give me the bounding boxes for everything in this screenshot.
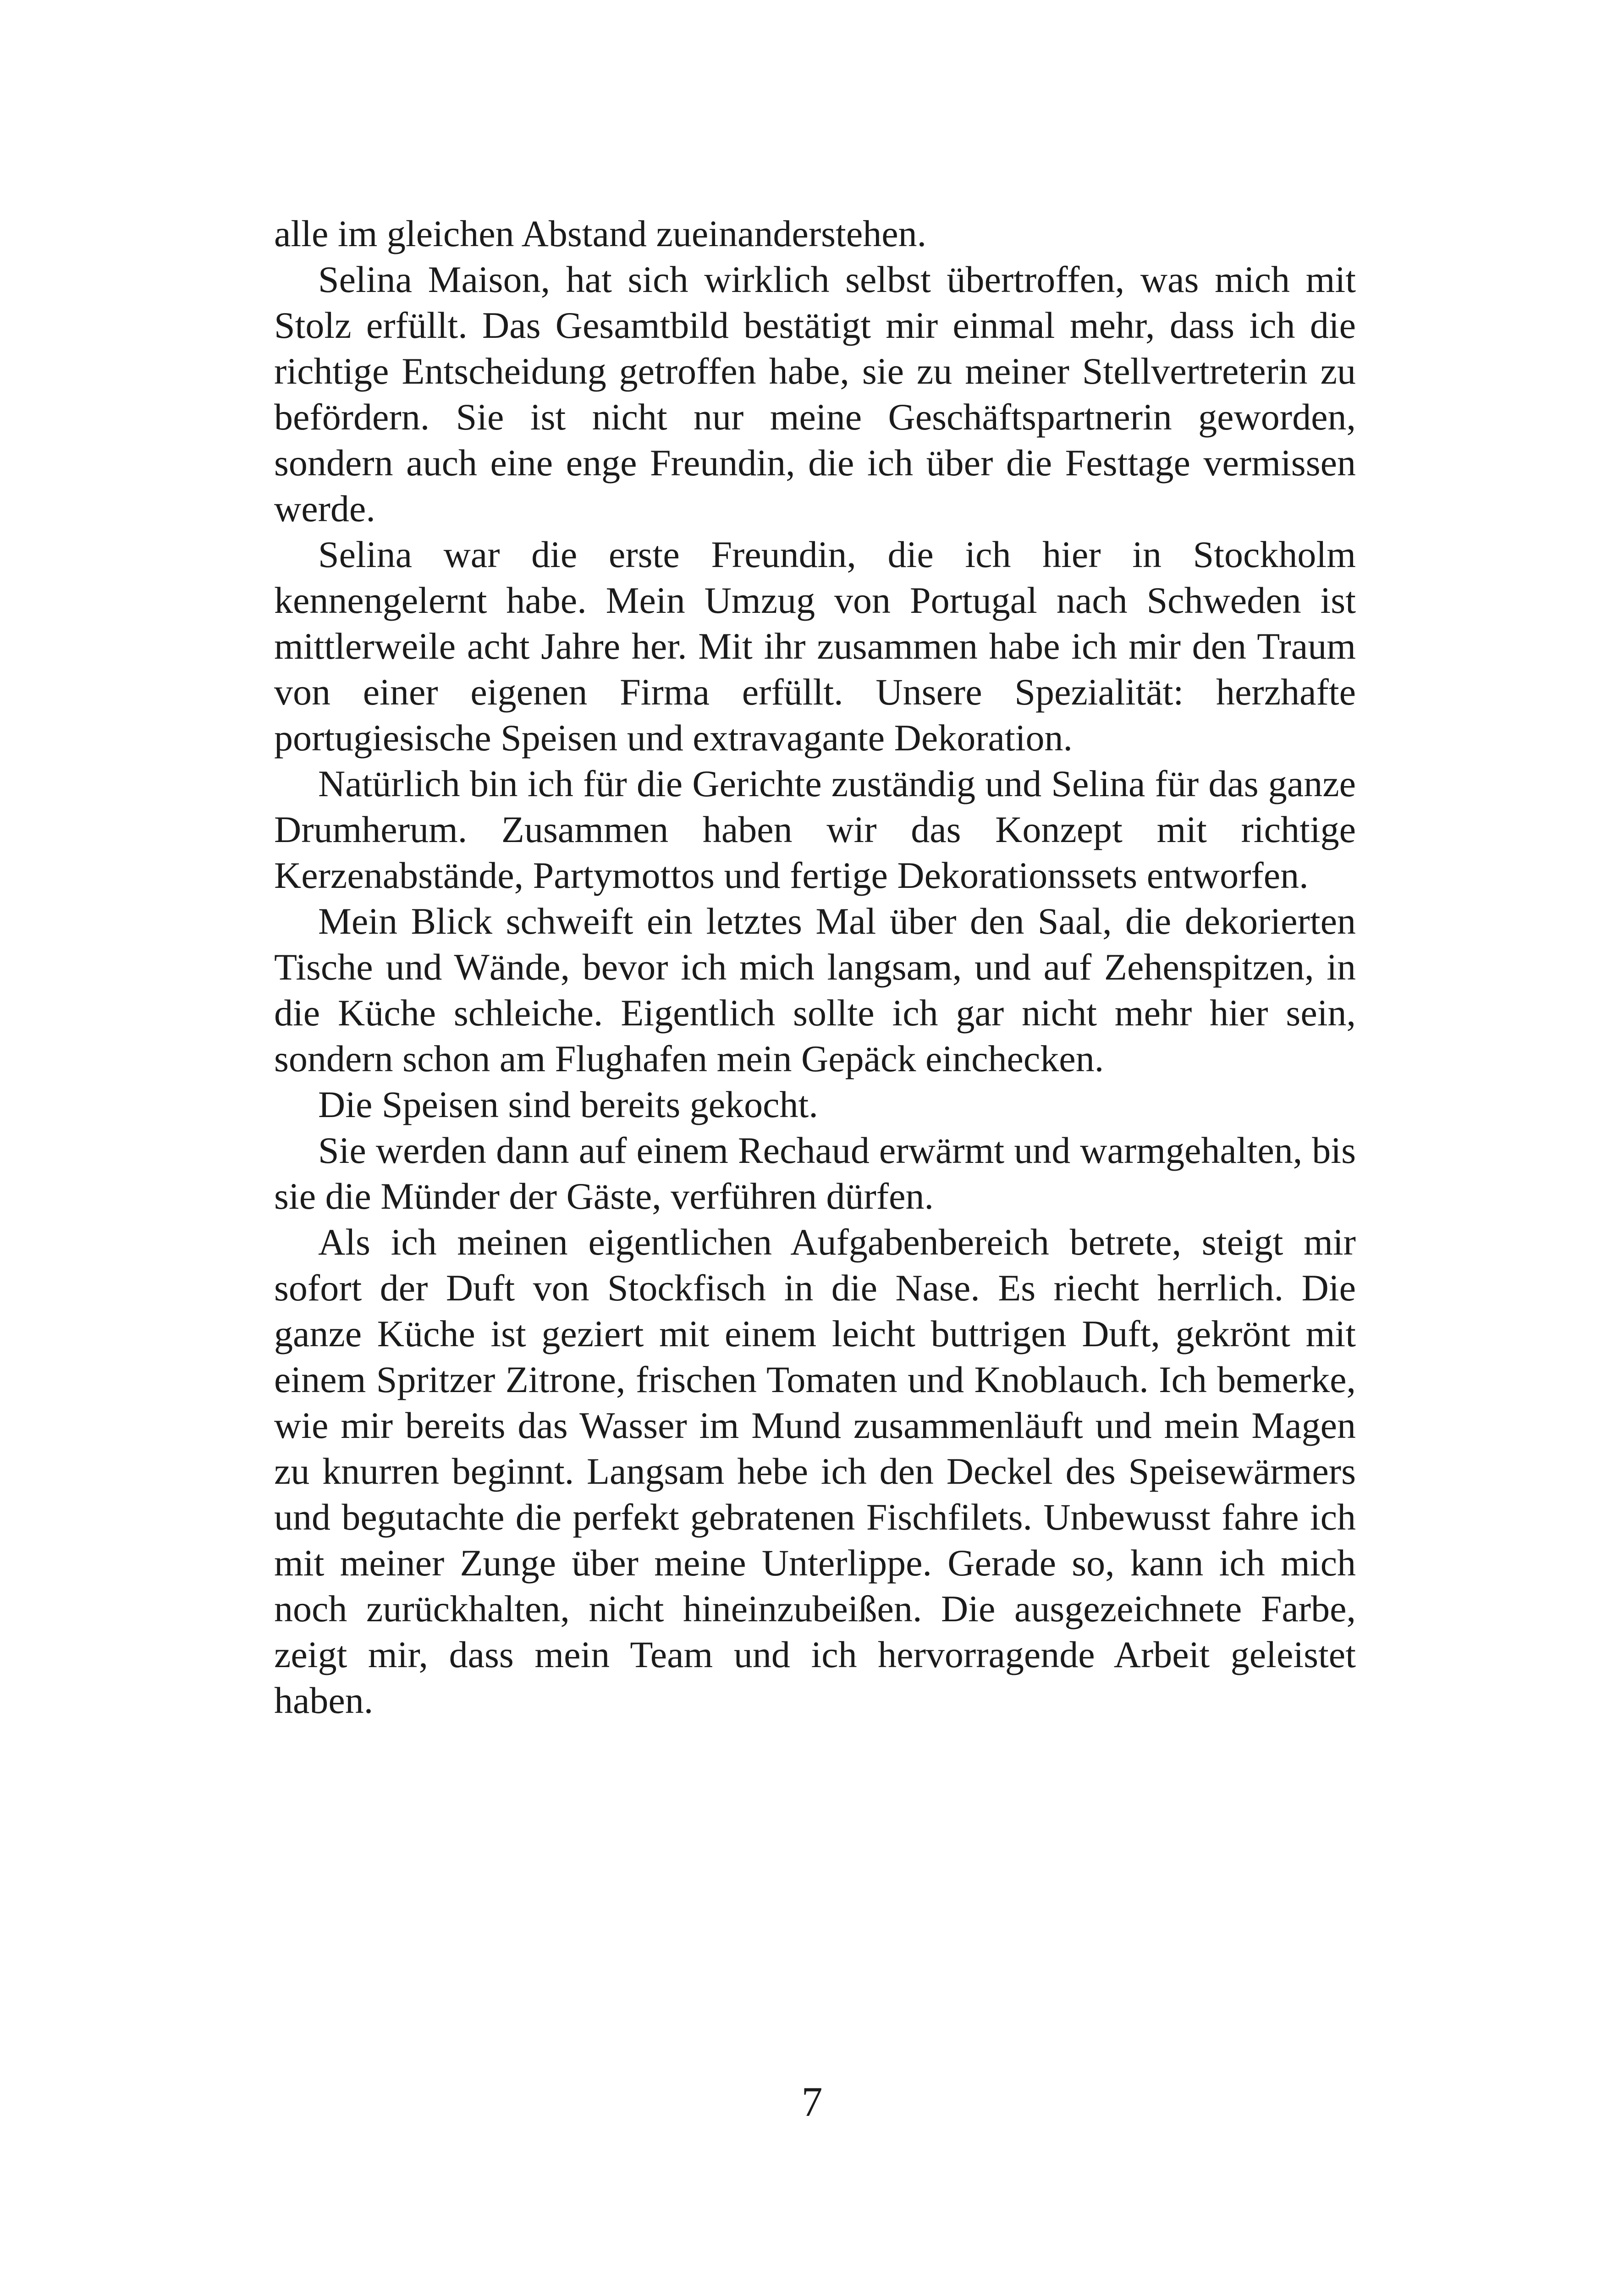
paragraph-1: alle im gleichen Abstand zueinanderstehen. xyxy=(274,213,927,254)
paragraph-5: Mein Blick schweift ein letztes Mal über den Saal, die dekorierten Tische und Wände, bevor ich mich langsam, und auf Zehenspitzen, in die Küche schleiche. Eigentlich sollte ich gar nicht mehr hier sein, sondern schon am Flughafen mein Gepäck einchecken. xyxy=(274,900,1356,1079)
paragraph-3: Selina war die erste Freundin, die ich hier in Stockholm kennengelernt habe. Mein Umzug von Portugal nach Schweden ist mittlerweile acht Jahre her. Mit ihr zusammen habe ich mir den Traum von einer eigenen Firma erfüllt. Unsere Spezialität: herzhafte portugiesische Speisen und extravagante Dekoration. xyxy=(274,534,1356,759)
body-text xyxy=(274,211,1356,1723)
paragraph-4: Natürlich bin ich für die Gerichte zuständig und Selina für das ganze Drumherum. Zusammen haben wir das Konzept mit richtige Kerzenabstände, Partymottos und fertige Dekorationssets entworfen. xyxy=(274,763,1356,896)
paragraph-6: Die Speisen sind bereits gekocht. xyxy=(318,1084,818,1125)
paragraph-2: Selina Maison, hat sich wirklich selbst übertroffen, was mich mit Stolz erfüllt. Das Gesamtbild bestätigt mir einmal mehr, dass ich die richtige Entscheidung getroffen habe, sie zu meiner Stellvertreterin zu befördern. Sie ist nicht nur meine Geschäftspartnerin geworden, sondern auch eine enge Freundin, die ich über die Festtage vermissen werde. xyxy=(274,259,1356,529)
paragraph-8: Als ich meinen eigentlichen Aufgabenbereich betrete, steigt mir sofort der Duft von Stockfisch in die Nase. Es riecht herrlich. Die ganze Küche ist geziert mit einem leicht buttrigen Duft, gekrönt mit einem Spritzer Zitrone, frischen Tomaten und Knoblauch. Ich bemerke, wie mir bereits das Wasser im Mund zusammenläuft und mein Magen zu knurren beginnt. Langsam hebe ich den Deckel des Speisewärmers und begutachte die perfekt gebratenen Fischfilets. Unbewusst fahre ich mit meiner Zunge über meine Unterlippe. Gerade so, kann ich mich noch zurückhalten, nicht hineinzubeißen. Die ausgezeichnete Farbe, zeigt mir, dass mein Team und ich hervorragende Arbeit geleistet haben. xyxy=(274,1221,1356,1721)
paragraph-7: Sie werden dann auf einem Rechaud erwärmt und warmgehalten, bis sie die Münder der Gäste, verführen dürfen. xyxy=(274,1129,1356,1217)
page-number: 7 xyxy=(801,2078,823,2125)
